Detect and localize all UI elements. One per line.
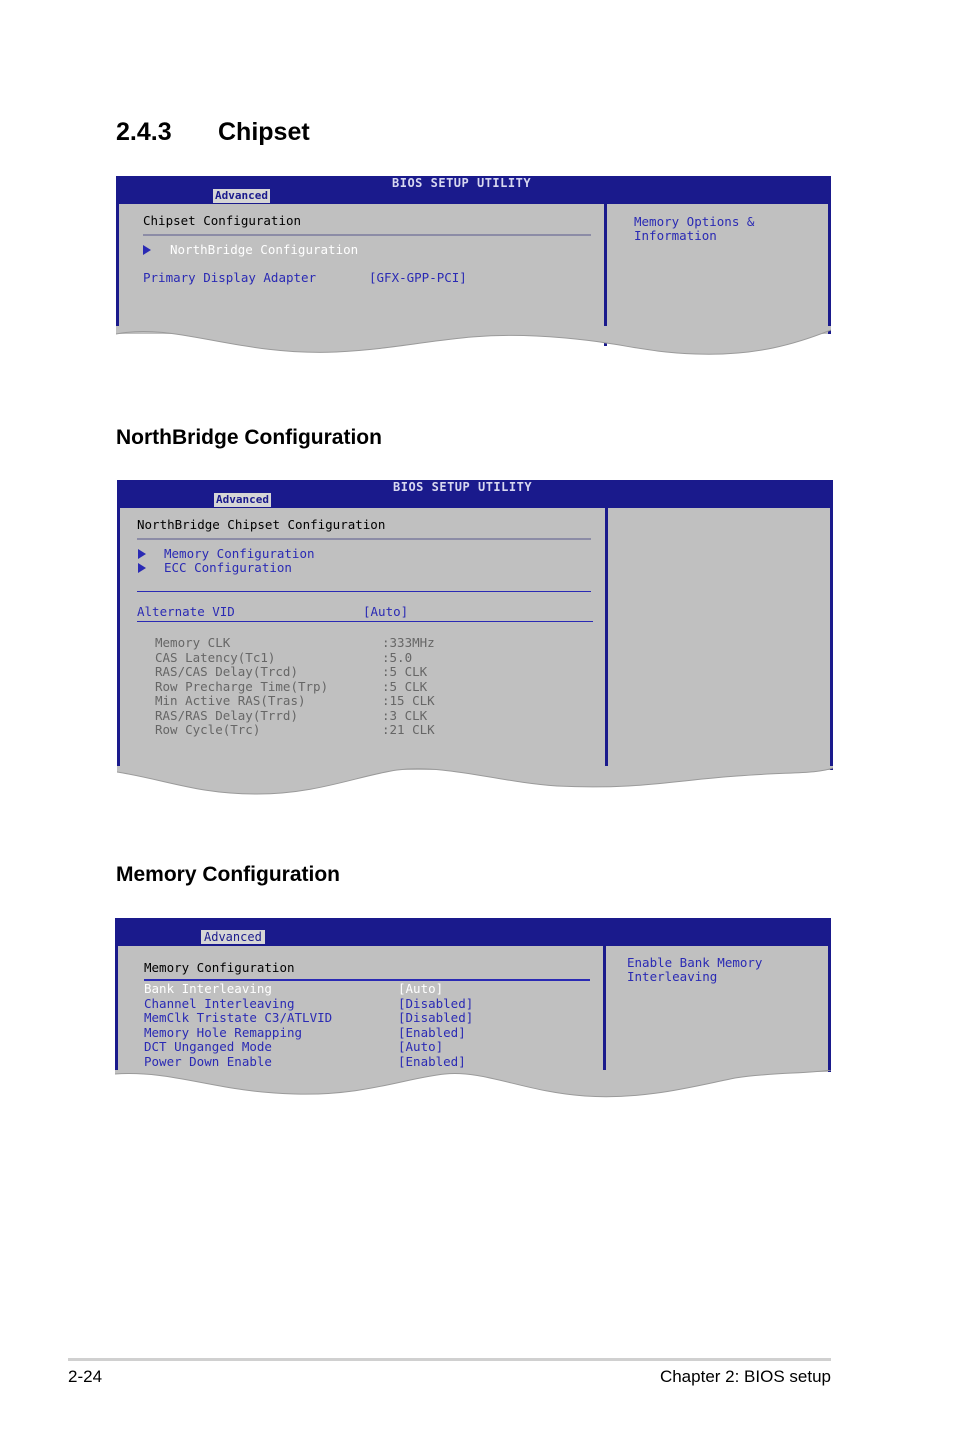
bios-title: BIOS SETUP UTILITY	[393, 480, 533, 494]
submenu-memory-configuration[interactable]: Memory Configuration	[164, 546, 315, 561]
info-value: :5 CLK	[382, 664, 428, 679]
bios-title-bar	[115, 918, 831, 946]
setting-primary-display-label[interactable]: Primary Display Adapter	[143, 270, 317, 285]
section-title: Chipset	[218, 118, 310, 146]
info-label: RAS/CAS Delay(Trcd)	[155, 664, 298, 679]
setting-channel-interleaving-value[interactable]: [Disabled]	[398, 995, 474, 1011]
submenu-northbridge[interactable]: NorthBridge Configuration	[170, 242, 359, 257]
submenu-arrow-icon	[138, 549, 146, 559]
info-value: :3 CLK	[382, 707, 428, 723]
bios-screen-chipset	[116, 176, 831, 360]
info-label: Min Active RAS(Tras)	[155, 693, 306, 708]
panel-title: Memory Configuration	[144, 960, 295, 975]
help-pane	[607, 204, 828, 334]
bios-title: BIOS SETUP UTILITY	[392, 176, 532, 190]
info-value: :5 CLK	[382, 678, 428, 694]
torn-edge	[117, 766, 833, 796]
divider	[143, 234, 591, 236]
divider	[137, 591, 591, 592]
info-label: Row Cycle(Trc)	[155, 722, 261, 737]
main-pane	[119, 204, 607, 346]
bios-body	[115, 946, 831, 1072]
info-label: RAS/RAS Delay(Trrd)	[155, 707, 298, 723]
info-label: CAS Latency(Tc1)	[155, 649, 276, 665]
info-label: Memory CLK	[155, 635, 231, 650]
section-number: 2.4.3	[116, 118, 172, 146]
panel-title: Chipset Configuration	[143, 213, 302, 228]
bios-body	[117, 508, 833, 770]
chapter-title: Chapter 2: BIOS setup	[659, 1367, 831, 1386]
setting-bank-interleaving-value[interactable]: [Auto]	[398, 981, 444, 996]
submenu-arrow-icon	[138, 563, 146, 573]
info-label: Row Precharge Time(Trp)	[155, 678, 329, 694]
info-value: :21 CLK	[382, 722, 435, 737]
tab-advanced[interactable]: Advanced	[215, 189, 268, 202]
help-line-2: Information	[634, 228, 717, 243]
bios-screen-memory	[115, 918, 831, 1100]
submenu-ecc-configuration[interactable]: ECC Configuration	[164, 560, 292, 575]
setting-memory-hole-label[interactable]: Memory Hole Remapping	[144, 1024, 303, 1040]
setting-memclk-tristate-label[interactable]: MemClk Tristate C3/ATLVID	[144, 1010, 333, 1025]
info-value: :15 CLK	[382, 693, 435, 708]
help-line-1: Memory Options &	[634, 214, 755, 229]
setting-channel-interleaving-label[interactable]: Channel Interleaving	[144, 995, 295, 1011]
setting-alternate-vid-label[interactable]: Alternate VID	[137, 604, 235, 619]
tab-advanced[interactable]: Advanced	[201, 930, 265, 944]
panel-title: NorthBridge Chipset Configuration	[137, 517, 386, 532]
section-heading	[116, 118, 310, 147]
setting-alternate-vid-value[interactable]: [Auto]	[363, 604, 409, 619]
help-line-2: Interleaving	[627, 969, 718, 984]
setting-bank-interleaving-label[interactable]: Bank Interleaving	[144, 981, 272, 996]
footer-rule	[68, 1358, 831, 1361]
setting-primary-display-value[interactable]: [GFX-GPP-PCI]	[369, 270, 467, 285]
setting-power-down-value[interactable]: [Enabled]	[398, 1053, 466, 1069]
setting-memclk-tristate-value[interactable]: [Disabled]	[398, 1010, 474, 1025]
torn-edge	[116, 326, 831, 360]
help-line-1: Enable Bank Memory	[627, 955, 763, 970]
torn-edge	[115, 1070, 831, 1100]
main-pane	[118, 946, 606, 1072]
setting-power-down-label[interactable]: Power Down Enable	[144, 1053, 272, 1069]
info-value: :5.0	[382, 649, 413, 665]
divider	[137, 621, 593, 622]
setting-dct-unganged-label[interactable]: DCT Unganged Mode	[144, 1039, 272, 1054]
bios-screen-northbridge	[117, 480, 833, 796]
info-value: :333MHz	[382, 635, 435, 650]
page-number: 2-24	[68, 1367, 103, 1386]
setting-memory-hole-value[interactable]: [Enabled]	[398, 1024, 466, 1040]
bios-title-bar	[116, 176, 831, 204]
bios-body	[116, 204, 831, 334]
memory-heading: Memory Configuration	[116, 863, 340, 886]
divider	[137, 538, 591, 540]
help-pane	[606, 946, 828, 1072]
tab-advanced[interactable]: Advanced	[216, 493, 269, 506]
main-pane	[120, 508, 608, 780]
help-pane	[608, 508, 830, 770]
submenu-arrow-icon	[143, 245, 151, 255]
northbridge-heading: NorthBridge Configuration	[116, 426, 382, 449]
setting-dct-unganged-value[interactable]: [Auto]	[398, 1039, 444, 1054]
bios-title-bar	[117, 480, 833, 508]
